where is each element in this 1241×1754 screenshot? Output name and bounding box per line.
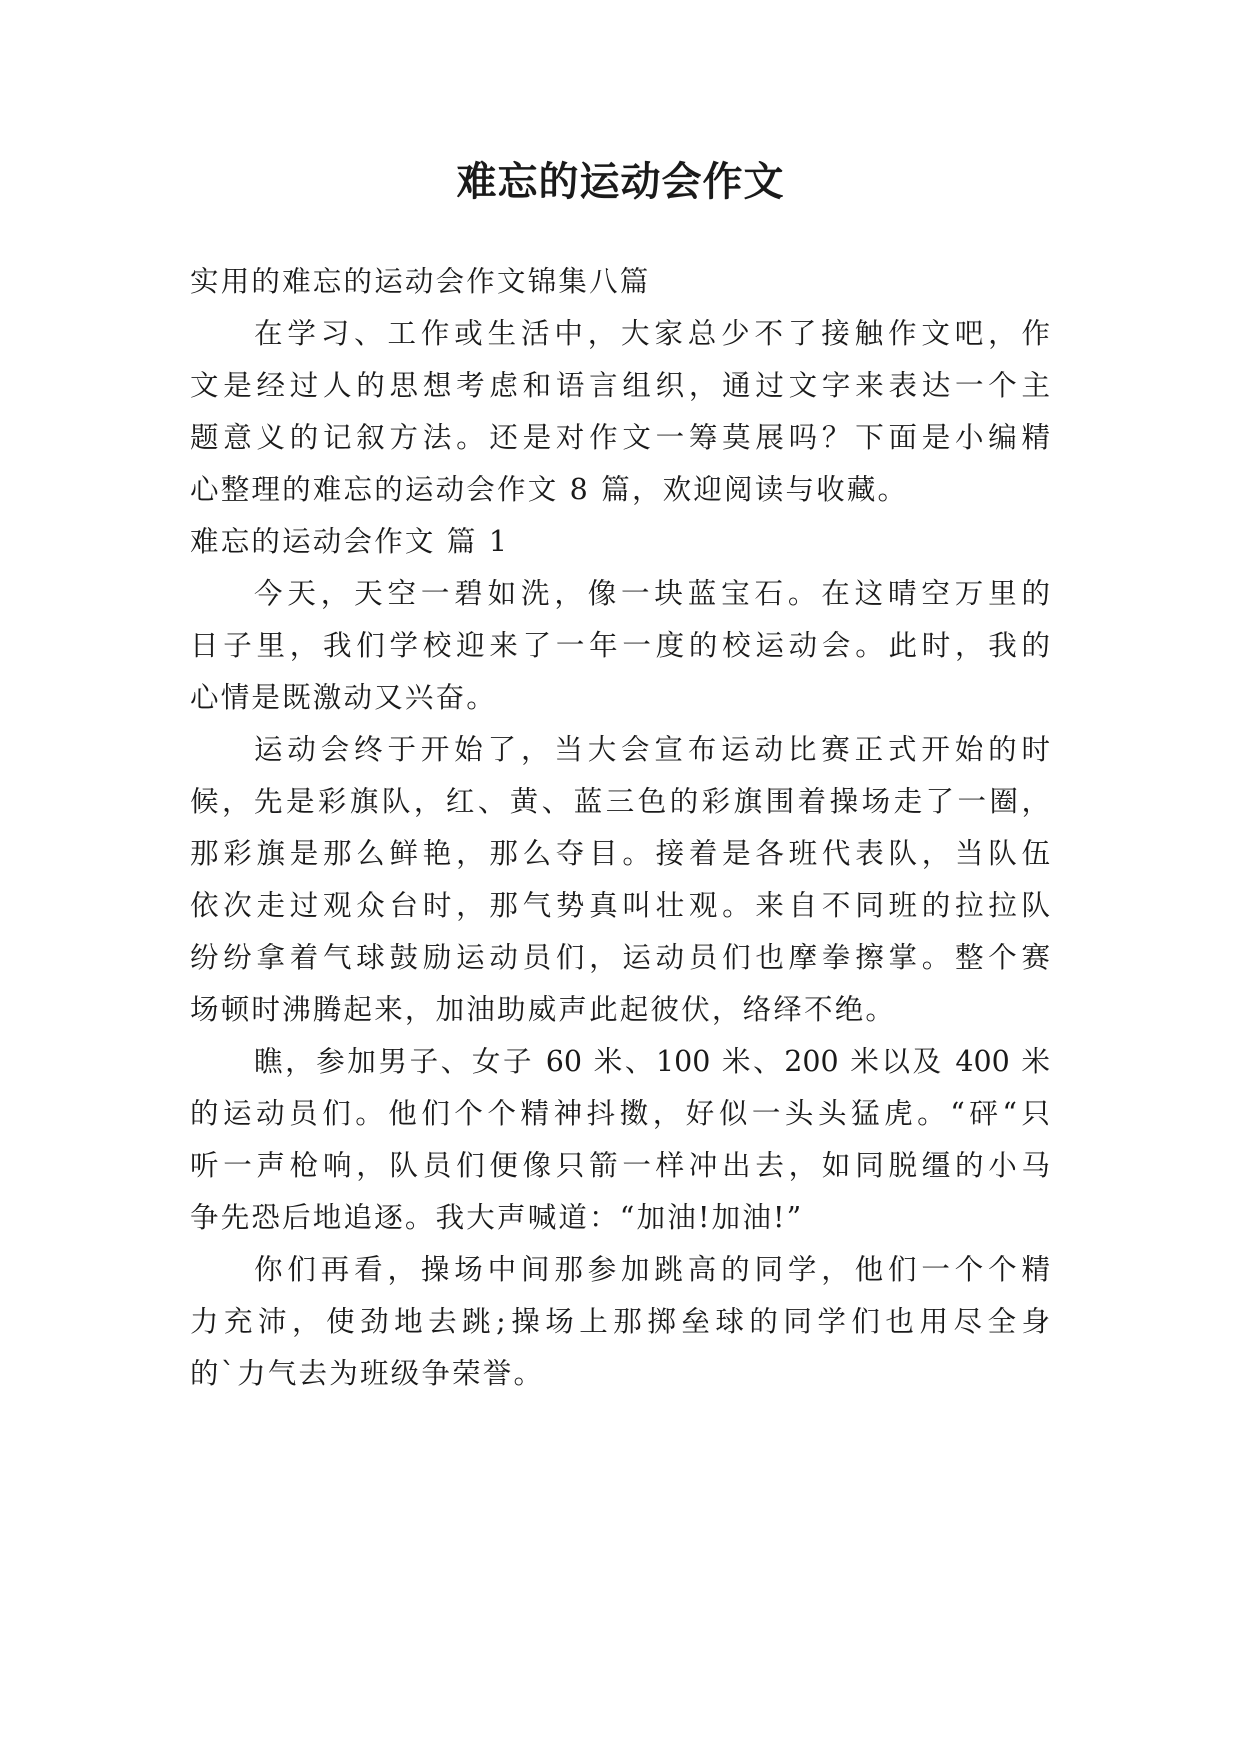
paragraph-line: 那彩旗是那么鲜艳，那么夺目。接着是各班代表队，当队伍	[190, 837, 1050, 870]
subtitle-line: 实用的难忘的运动会作文锦集八篇	[190, 265, 651, 298]
paragraph-line: 依次走过观众台时，那气势真叫壮观。来自不同班的拉拉队	[190, 889, 1050, 922]
paragraph-line: 运动会终于开始了，当大会宣布运动比赛正式开始的时	[254, 733, 1050, 766]
paragraph-line: 今天，天空一碧如洗，像一块蓝宝石。在这晴空万里的	[254, 577, 1050, 610]
paragraph-line: 的`力气去为班级争荣誉。	[190, 1357, 545, 1390]
section-heading: 难忘的运动会作文 篇 1	[190, 525, 510, 558]
document-title: 难忘的运动会作文	[456, 159, 785, 205]
paragraph-line: 场顿时沸腾起来，加油助威声此起彼伏，络绎不绝。	[190, 993, 897, 1026]
paragraph-line: 纷纷拿着气球鼓励运动员们，运动员们也摩拳擦掌。整个赛	[190, 941, 1050, 974]
paragraph-line: 听一声枪响，队员们便像只箭一样冲出去，如同脱缰的小马	[190, 1149, 1050, 1182]
paragraph-line: 心情是既激动又兴奋。	[190, 681, 498, 714]
paragraph-line: 争先恐后地追逐。我大声喊道：“加油!加油!”	[190, 1201, 804, 1234]
paragraph-line: 心整理的难忘的运动会作文 8 篇，欢迎阅读与收藏。	[190, 473, 909, 506]
paragraph-line: 瞧，参加男子、女子 60 米、100 米、200 米以及 400 米	[254, 1045, 1050, 1078]
paragraph-line: 在学习、工作或生活中，大家总少不了接触作文吧，作	[254, 317, 1050, 350]
paragraph-line: 日子里，我们学校迎来了一年一度的校运动会。此时，我的	[190, 629, 1050, 662]
paragraph-line: 题意义的记叙方法。还是对作文一筹莫展吗？下面是小编精	[190, 421, 1050, 454]
paragraph-line: 力充沛，使劲地去跳;操场上那掷垒球的同学们也用尽全身	[190, 1305, 1050, 1338]
paragraph-line: 候，先是彩旗队，红、黄、蓝三色的彩旗围着操场走了一圈，	[190, 785, 1050, 818]
paragraph-line: 你们再看，操场中间那参加跳高的同学，他们一个个精	[254, 1253, 1050, 1286]
paragraph-line: 的运动员们。他们个个精神抖擞，好似一头头猛虎。“砰“只	[190, 1097, 1050, 1130]
paragraph-line: 文是经过人的思想考虑和语言组织，通过文字来表达一个主	[190, 369, 1050, 402]
